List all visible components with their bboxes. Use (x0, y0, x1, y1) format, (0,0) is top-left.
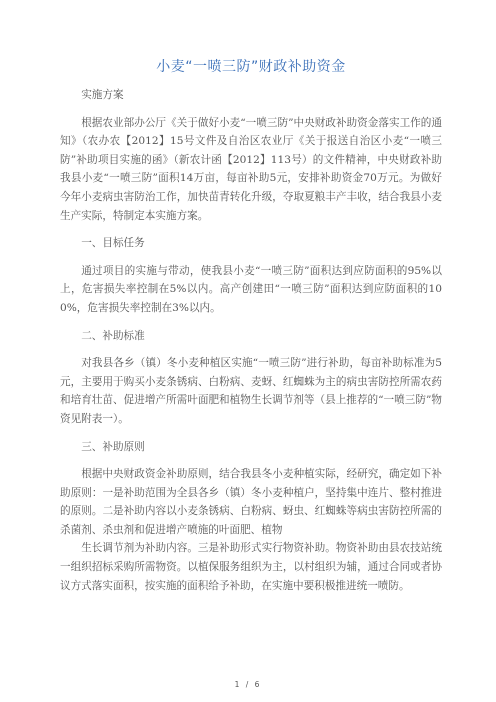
document-title: 小麦“一喷三防”财政补助资金 (156, 59, 346, 75)
section-heading-goals: 一、目标任务 (81, 237, 145, 250)
paragraph-principles-2: 生长调节剂为补助内容。三是补助形式实行物资补助。物资补助由县农技站统一组织招标采购所需物资。以植保服务组织为主，以村组织为辅，通过合同或者协议方式落实面积，按实施的面积给予补助，在实施中要积极推进统一喷防。 (60, 542, 442, 592)
page-indicator: 1 / 6 (234, 680, 262, 689)
paragraph-principles-1: 根据中央财政资金补助原则，结合我县冬小麦种植实际，经研究，确定如下补助原则：一是补助范围为全县各乡（镇）冬小麦种植户，坚持集中连片、整村推进的原则。二是补助内容以小麦条锈病、白粉病、蚜虫、红蜘蛛等病虫害防控所需的杀菌剂、杀虫剂和促进增产喷施的叶面肥、植物 (60, 468, 442, 536)
section-heading-plan: 实施方案 (81, 89, 124, 101)
paragraph-intro: 根据农业部办公厅《关于做好小麦“一喷三防”中央财政补助资金落实工作的通知》（农办农【2012】15号文件及自治区农业厅《关于报送自治区小麦“一喷三防”补助项目实施的函》（新农计函【2012】113号）的文件精神，中央财政补助我县小麦“一喷三防”面积14万亩，每亩补助5元，安排补助资金70万元。为做好今年小麦病虫害防治工作，加快苗青转化升级，夺取夏粮丰产丰收，结合我县小麦生产实际，特制定本实施方案。 (60, 116, 442, 222)
section-heading-standard: 二、补助标准 (81, 329, 145, 342)
paragraph-standard: 对我县各乡（镇）冬小麦种植区实施“一喷三防”进行补助，每亩补助标准为5元，主要用于购买小麦条锈病、白粉病、麦蚜、红蜘蛛为主的病虫害防控所需农药和培育壮苗、促进增产所需叶面肥和植物生长调节剂等（县上推荐的“一喷三防”物资见附表一）。 (60, 357, 442, 425)
section-heading-principles: 三、补助原则 (81, 440, 145, 453)
paragraph-goals: 通过项目的实施与带动，使我县小麦“一喷三防”面积达到应防面积的95%以上，危害损失率控制在5%以内。高产创建田“一喷三防”面积达到应防面积的100%，危害损失率控制在3%以内。 (60, 264, 442, 314)
